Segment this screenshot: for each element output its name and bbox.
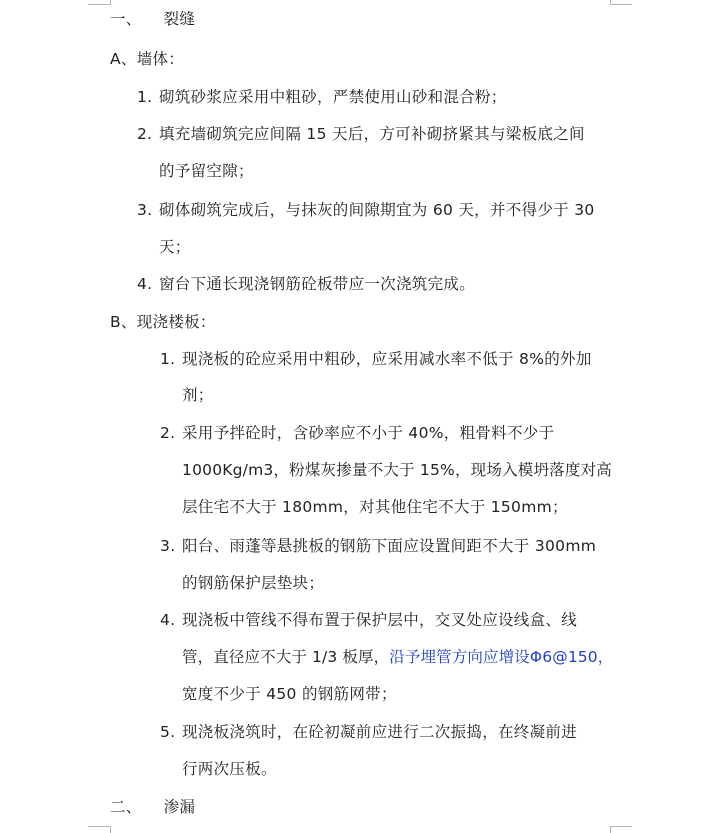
item-number: 2. (137, 125, 153, 143)
list-item (137, 124, 609, 144)
crop-mark-bottom-right-v (610, 826, 611, 833)
group-label: A、墙体： (110, 50, 185, 68)
item-number: 1. (160, 350, 176, 368)
list-item (160, 722, 577, 742)
item-text: 现浇板浇筑时，在砼初凝前应进行二次振捣，在终凝前进 (182, 723, 578, 741)
item-text: 阳台、雨蓬等悬挑板的钢筋下面应设置间距不大于 300mm (182, 537, 597, 555)
item-number: 1. (137, 88, 153, 106)
item-continuation: 1000Kg/m3，粉煤灰掺量不大于 15%，现场入模坍落度对高 (182, 461, 612, 479)
item-continuation: 剂； (182, 386, 214, 404)
item-continuation: 层住宅不大于 180mm，对其他住宅不大于 150mm； (182, 498, 568, 516)
section-title: 裂缝 (163, 10, 196, 28)
list-item (160, 423, 554, 443)
item-text: 砌筑砂浆应采用中粗砂，严禁使用山砂和混合粉； (159, 88, 507, 106)
item-continuation: 的予留空隙； (159, 162, 254, 180)
list-item (160, 610, 577, 630)
item-number: 3. (160, 537, 176, 555)
highlighted-text: 沿予埋管方向应增设Φ6@150， (389, 648, 614, 666)
crop-mark-top-left-h (88, 4, 110, 5)
crop-mark-top-right-h (610, 4, 632, 5)
crop-mark-bottom-left-v (110, 826, 111, 833)
item-continuation: 宽度不少于 450 的钢筋网带； (182, 685, 397, 703)
item-text: 砌体砌筑完成后，与抹灰的间隙期宜为 60 天，并不得少于 30 (159, 201, 595, 219)
section-title: 渗漏 (163, 798, 196, 816)
item-text: 窗台下通长现浇钢筋砼板带应一次浇筑完成。 (159, 275, 476, 293)
crop-mark-top-right-v (610, 0, 611, 5)
item-text: 现浇板中管线不得布置于保护层中，交叉处应设线盒、线 (182, 611, 578, 629)
item-text: 填充墙砌筑完应间隔 15 天后，方可补砌挤紧其与梁板底之间 (159, 125, 585, 143)
item-continuation: 的钢筋保护层垫块； (182, 574, 325, 592)
crop-mark-bottom-right-h (610, 826, 632, 827)
crop-mark-top-left-v (110, 0, 111, 5)
item-number: 4. (160, 611, 176, 629)
group-label: B、现浇楼板： (110, 313, 216, 331)
item-text: 管，直径应不大于 1/3 板厚， (182, 648, 390, 666)
item-number: 2. (160, 424, 176, 442)
item-number: 3. (137, 201, 153, 219)
list-item (137, 200, 595, 220)
item-number: 4. (137, 275, 153, 293)
list-item (137, 274, 475, 294)
item-number: 5. (160, 723, 176, 741)
section-number: 一、 (110, 10, 142, 28)
list-item (160, 536, 596, 556)
list-item (137, 87, 507, 107)
section-number: 二、 (110, 798, 142, 816)
item-text: 现浇板的砼应采用中粗砂，应采用减水率不低于 8%的外加 (182, 350, 592, 368)
item-text: 采用予拌砼时，含砂率应不小于 40%，粗骨料不少于 (182, 424, 555, 442)
item-continuation: 天； (159, 238, 191, 256)
section-heading (110, 9, 195, 29)
list-item (160, 349, 592, 369)
item-continuation (182, 647, 613, 667)
item-continuation: 行两次压板。 (182, 760, 277, 778)
section-heading (110, 797, 195, 817)
crop-mark-bottom-left-h (88, 826, 110, 827)
